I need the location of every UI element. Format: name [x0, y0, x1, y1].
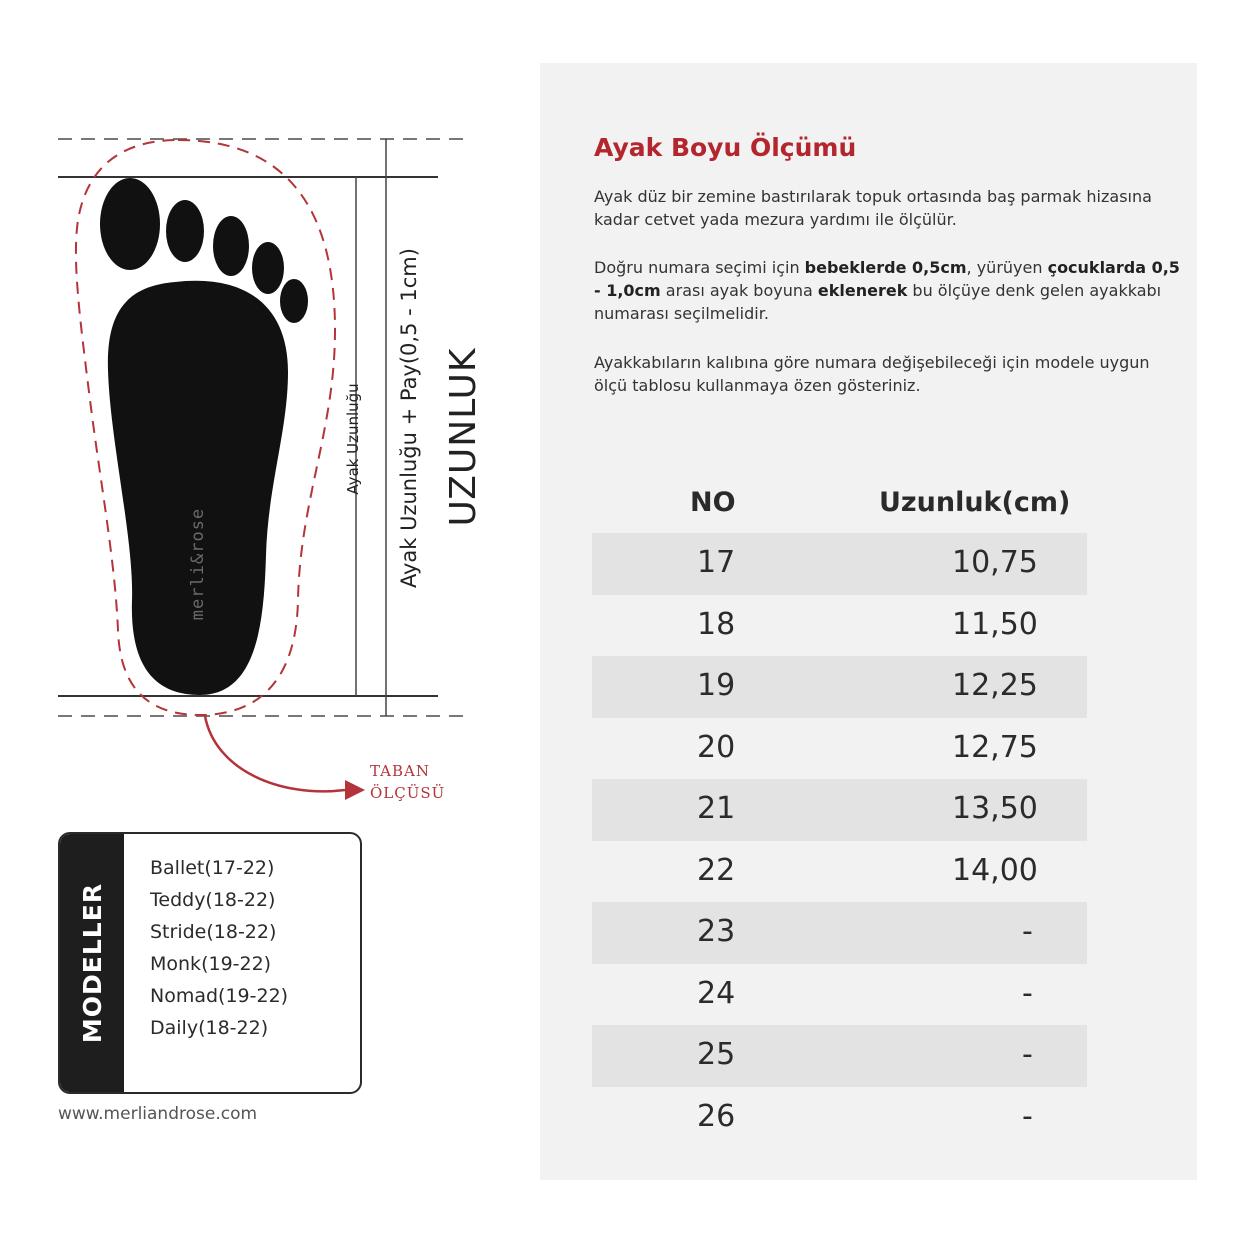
size-no: 22	[697, 852, 736, 888]
model-item: Daily(18-22)	[150, 1017, 269, 1039]
foot-diagram	[0, 0, 540, 820]
para2-text: , yürüyen	[966, 258, 1048, 277]
size-table-header	[592, 481, 1087, 533]
measurement-panel	[540, 63, 1197, 1180]
size-no: 24	[697, 975, 736, 1011]
models-box	[58, 832, 362, 1094]
header-length: Uzunluk(cm)	[879, 487, 1071, 518]
para2-bold-children: çocuklarda 0,5 - 1,0cm	[594, 258, 1180, 300]
table-row	[592, 656, 1087, 718]
size-length: 12,75	[952, 729, 1038, 765]
size-length: 11,50	[952, 606, 1038, 642]
length-label: UZUNLUK	[443, 347, 484, 527]
toe-3	[213, 216, 249, 276]
size-length: 12,25	[952, 668, 1038, 703]
foot-length-plus-allowance-label: Ayak Uzunluğu + Pay(0,5 - 1cm)	[397, 248, 421, 588]
model-item: Monk(19-22)	[150, 953, 272, 975]
size-length: -	[1022, 914, 1033, 949]
size-no: 20	[697, 729, 736, 765]
models-list	[150, 852, 288, 1044]
size-no: 21	[697, 791, 736, 826]
para2-bold-babies: bebeklerde 0,5cm	[804, 258, 967, 277]
foot-length-label: Ayak Uzunluğu	[344, 383, 362, 495]
model-item: Ballet(17-22)	[150, 857, 275, 879]
size-no: 23	[697, 914, 736, 949]
table-row	[592, 1087, 1087, 1149]
size-no: 25	[697, 1037, 736, 1072]
toe-5	[280, 279, 308, 323]
model-item: Teddy(18-22)	[150, 889, 276, 911]
table-row	[592, 533, 1087, 595]
website-url: www.merliandrose.com	[58, 1104, 258, 1124]
size-no: 26	[697, 1098, 736, 1134]
size-length: -	[1022, 1098, 1033, 1134]
size-length: 13,50	[952, 791, 1038, 826]
panel-title: Ayak Boyu Ölçümü	[594, 133, 857, 162]
toe-4	[252, 242, 284, 294]
table-row	[592, 902, 1087, 964]
table-row	[592, 841, 1087, 903]
size-no: 17	[697, 545, 736, 580]
table-row	[592, 964, 1087, 1026]
sole-measure-label	[370, 760, 445, 804]
table-row	[592, 1025, 1087, 1087]
para2-bold-added: eklenerek	[817, 281, 908, 300]
size-no: 18	[697, 606, 736, 642]
arrow-head	[345, 780, 365, 800]
size-length: -	[1022, 1037, 1033, 1072]
size-no: 19	[697, 668, 736, 703]
toe-2	[166, 200, 204, 262]
size-table	[592, 481, 1087, 1148]
para2-text: bu ölçüye denk gelen ayakkabı numarası seçilmelidir.	[594, 281, 1162, 323]
model-item: Stride(18-22)	[150, 921, 277, 943]
model-item: Nomad(19-22)	[150, 985, 289, 1007]
big-toe	[100, 178, 160, 270]
models-title: MODELLER	[78, 882, 107, 1044]
size-length: 10,75	[952, 545, 1038, 580]
models-sidebar	[60, 834, 124, 1092]
brand-watermark: merli&rose	[188, 507, 208, 621]
sole-label-line2: ÖLÇÜSÜ	[370, 784, 446, 802]
para2-text: arası ayak boyuna	[660, 281, 818, 300]
table-row	[592, 718, 1087, 780]
instruction-paragraph-3: Ayakkabıların kalıbına göre numara değişebileceği için modele uygun ölçü tablosu kullanmaya özen gösteriniz.	[594, 353, 1150, 395]
sole-pointer-arrow	[205, 716, 345, 791]
instruction-paragraph-2	[594, 256, 1184, 325]
size-length: 14,00	[952, 852, 1038, 888]
sole-label-line1: TABAN	[370, 762, 430, 780]
para2-text: Doğru numara seçimi için	[594, 258, 805, 277]
table-row	[592, 595, 1087, 657]
size-length: -	[1022, 975, 1033, 1011]
instruction-paragraph-1: Ayak düz bir zemine bastırılarak topuk ortasında baş parmak hizasına kadar cetvet yada mezura yardımı ile ölçülür.	[594, 187, 1152, 229]
table-row	[592, 779, 1087, 841]
header-no: NO	[690, 487, 736, 518]
